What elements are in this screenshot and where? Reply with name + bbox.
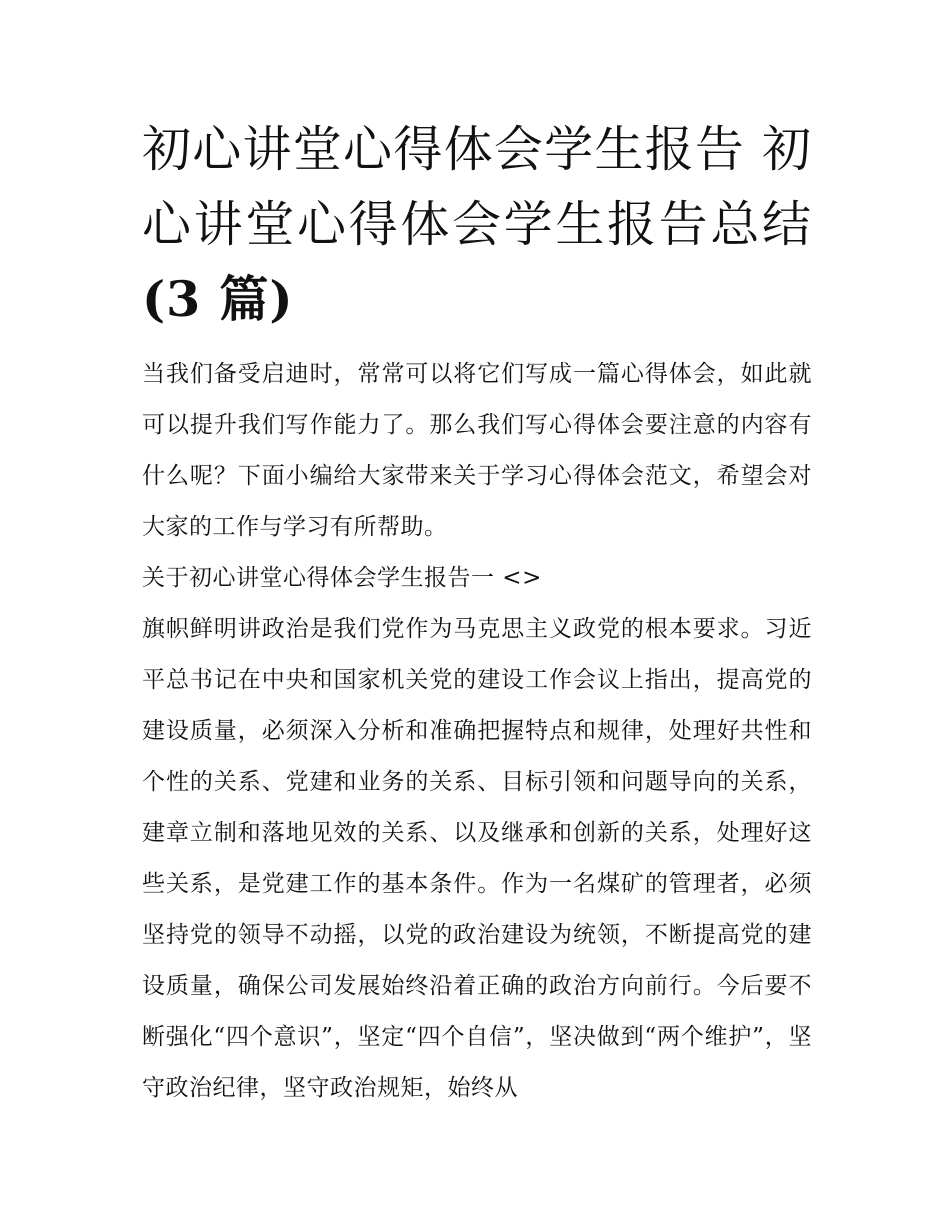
body-paragraph: 旗帜鲜明讲政治是我们党作为马克思主义政党的根本要求。习近平总书记在中央和国家机关党的建设工作会议上指出，提高党的建设质量，必须深入分析和准确把握特点和规律，处理好共性和个性的关系、党建和业务的关系、目标引领和问题导向的关系，建章立制和落地见效的关系、以及继承和创新的关系，处理好这些关系，是党建工作的基本条件。作为一名煤矿的管理者，必须坚持党的领导不动摇，以党的政治建设为统领，不断提高党的建设质量，确保公司发展始终沿着正确的政治方向前行。今后要不断强化“四个意识”，坚定“四个自信”，坚决做到“两个维护”，坚守政治纪律，坚守政治规矩，始终从 bbox=[142, 616, 812, 1101]
intro-paragraph: 当我们备受启迪时，常常可以将它们写成一篇心得体会，如此就可以提升我们写作能力了。那么我们写心得体会要注意的内容有什么呢？下面小编给大家带来关于学习心得体会范文，希望会对大家的工作与学习有所帮助。 bbox=[142, 361, 812, 540]
document-title-count: (3 篇) bbox=[142, 270, 294, 328]
document-page bbox=[142, 112, 812, 1114]
document-title bbox=[142, 112, 812, 337]
section-heading: 关于初心讲堂心得体会学生报告一 <> bbox=[142, 565, 542, 591]
document-title-main: 初心讲堂心得体会学生报告 初心讲堂心得体会学生报告总结 bbox=[142, 121, 812, 253]
